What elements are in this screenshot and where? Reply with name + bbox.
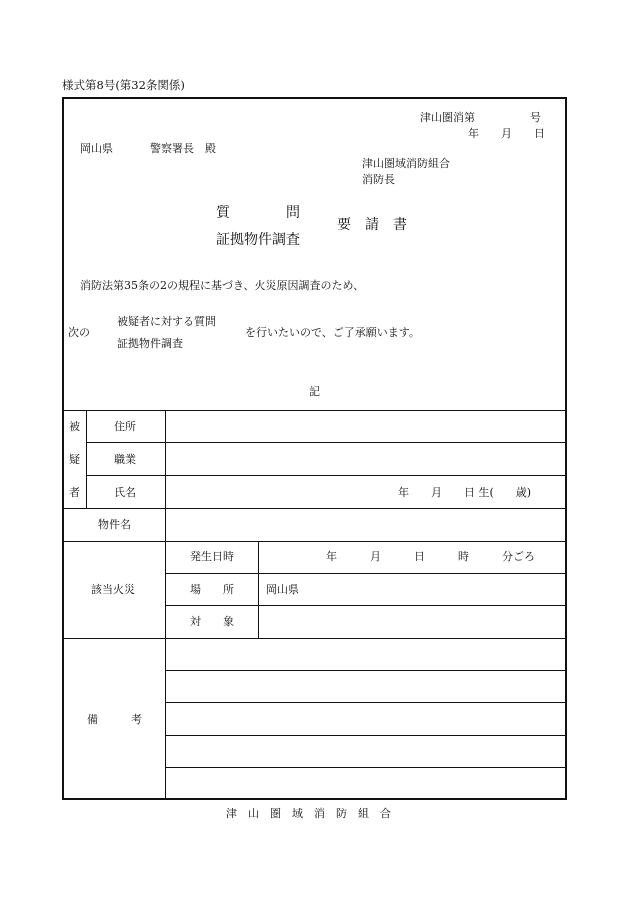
form-frame bbox=[62, 97, 567, 800]
remarks-label: 備 考 bbox=[87, 713, 142, 726]
rule bbox=[86, 442, 566, 443]
title-option-evidence: 証拠物件調査 bbox=[216, 232, 300, 248]
occupation-label: 職業 bbox=[114, 453, 136, 466]
body-option-question: 被疑者に対する質問 bbox=[117, 315, 216, 328]
rule bbox=[165, 735, 566, 736]
place-value: 岡山県 bbox=[266, 583, 299, 596]
title-option-question: 質 問 bbox=[216, 205, 300, 221]
rule bbox=[165, 605, 566, 606]
rule bbox=[165, 670, 566, 671]
sender-title: 消防長 bbox=[362, 173, 395, 186]
suspect-char-2: 疑 bbox=[69, 453, 80, 466]
sender-organization: 津山圏域消防組合 bbox=[362, 157, 450, 170]
place-label: 場 所 bbox=[190, 583, 234, 596]
addressee-prefecture: 岡山県 bbox=[80, 142, 113, 155]
rule bbox=[63, 541, 566, 542]
datetime-template: 年 月 日 時 分ごろ bbox=[326, 550, 535, 563]
fire-label: 該当火災 bbox=[91, 583, 135, 596]
rule bbox=[165, 702, 566, 703]
rule bbox=[165, 573, 566, 574]
name-label: 氏名 bbox=[114, 486, 136, 499]
doc-number: 津山圏消第 号 bbox=[420, 111, 541, 124]
suspect-char-3: 者 bbox=[69, 486, 80, 499]
address-label: 住所 bbox=[114, 420, 136, 433]
rule bbox=[86, 475, 566, 476]
footer-organization: 津 山 圏 域 消 防 組 合 bbox=[226, 807, 391, 820]
body-option-evidence: 証拠物件調査 bbox=[117, 337, 183, 350]
rule bbox=[63, 638, 566, 639]
rule bbox=[165, 410, 166, 799]
rule bbox=[63, 508, 566, 509]
target-label: 対 象 bbox=[190, 615, 234, 628]
form-code: 様式第8号(第32条関係) bbox=[62, 78, 185, 92]
rule bbox=[86, 410, 87, 508]
birth-date-template: 年 月 日 生( 歳) bbox=[398, 486, 532, 499]
datetime-label: 発生日時 bbox=[190, 550, 234, 563]
item-name-label: 物件名 bbox=[98, 518, 131, 531]
rule bbox=[165, 767, 566, 768]
rule bbox=[258, 541, 259, 638]
table-top-rule bbox=[63, 410, 566, 411]
ki-mark: 記 bbox=[309, 385, 320, 398]
suspect-char-1: 被 bbox=[69, 420, 80, 433]
body-statement: 消防法第35条の2の規程に基づき、火災原因調査のため、 bbox=[80, 279, 365, 292]
body-suffix: を行いたいので、ご了承願います。 bbox=[245, 326, 420, 339]
document-title: 要 請 書 bbox=[337, 217, 407, 233]
issue-date: 年 月 日 bbox=[468, 127, 545, 140]
addressee: 警察署長 殿 bbox=[150, 142, 216, 155]
body-prefix: 次の bbox=[68, 326, 90, 339]
